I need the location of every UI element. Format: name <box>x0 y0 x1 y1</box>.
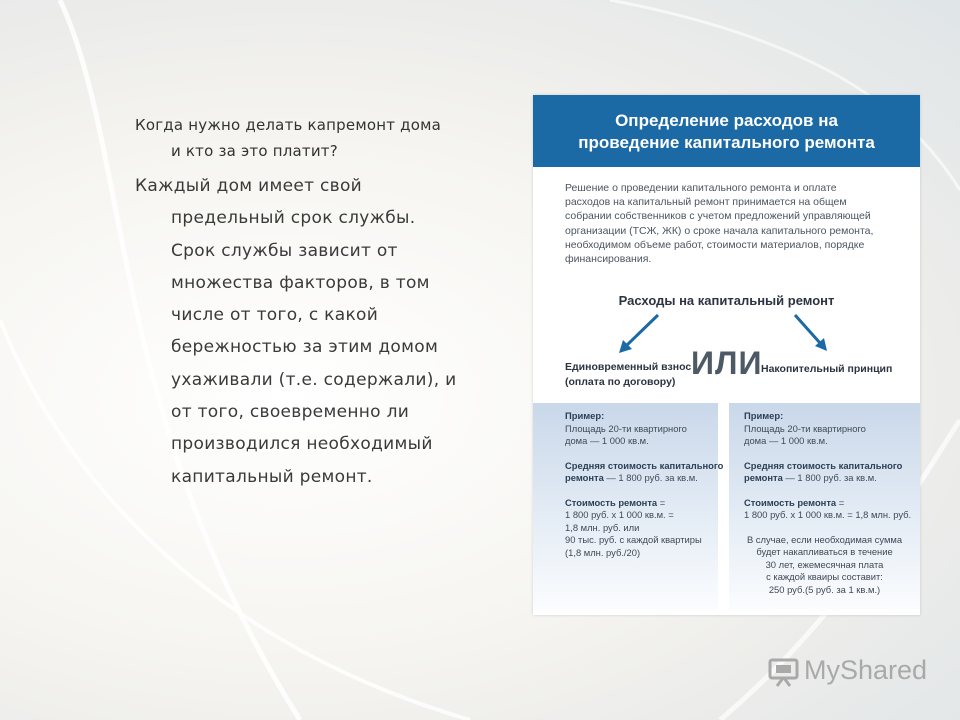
left-avg-line-bold: ремонта <box>565 472 604 483</box>
info-card <box>533 95 920 615</box>
left-cost-line: 1 800 руб. х 1 000 кв.м. = <box>565 509 674 520</box>
right-avg-block <box>744 460 920 485</box>
right-case-line: будет накапливаться в течение <box>756 546 893 557</box>
body-line: множества факторов, в том <box>171 272 430 293</box>
option-left-line-1: Единовременный взнос <box>565 361 692 373</box>
option-accumulative: Накопительный принцип <box>761 363 893 375</box>
right-cost-block <box>744 497 920 522</box>
left-example-column <box>533 403 724 610</box>
body-line: Каждый дом имеет свой <box>135 176 363 196</box>
body-line: числе от того, с какой <box>171 305 379 326</box>
body-line: Срок службы зависит от <box>171 240 398 261</box>
body-line: ухаживали (т.е. содержали), и <box>171 369 457 390</box>
arrow-left-icon <box>619 315 658 353</box>
presentation-board-icon <box>768 657 800 687</box>
left-cost-line: (1,8 млн. руб./20) <box>565 546 641 558</box>
right-cost-suffix: = <box>836 496 845 508</box>
option-left-line-2: (оплата по договору) <box>565 376 676 388</box>
left-cost-line: 90 тыс. руб. с каждой квартиры <box>565 534 702 545</box>
right-avg-line-bold: ремонта <box>744 472 783 483</box>
arrow-right-icon <box>795 315 827 351</box>
left-example-line: Площадь 20-ти квартирного <box>565 422 687 434</box>
body-line: производился необходимый <box>171 434 433 455</box>
right-cost-line: 1 800 руб. х 1 000 кв.м. = 1,8 млн. руб. <box>744 509 912 520</box>
body-line: бережностью за этим домом <box>171 337 439 358</box>
right-example-column <box>729 403 920 610</box>
left-example-line: дома — 1 000 кв.м. <box>565 435 649 446</box>
slide-body <box>135 170 495 493</box>
right-example-label: Пример: <box>744 410 784 421</box>
right-case-line: 250 руб.(5 руб. за 1 кв.м.) <box>768 583 881 595</box>
costs-subheading: Расходы на капитальный ремонт <box>618 293 835 308</box>
left-avg-label: Средняя стоимость капитального <box>565 459 724 471</box>
right-avg-label: Средняя стоимость капитального <box>744 459 903 471</box>
body-line: от того, своевременно ли <box>171 402 410 423</box>
right-case-block <box>729 534 920 597</box>
left-cost-line: 1,8 млн. руб. или <box>565 521 640 533</box>
card-header <box>533 95 920 167</box>
card-intro <box>565 181 905 266</box>
option-or: ИЛИ <box>691 345 763 381</box>
option-lump-sum <box>565 360 691 390</box>
left-cost-label: Стоимость ремонта <box>565 496 658 508</box>
right-example-block <box>744 410 920 448</box>
right-cost-label: Стоимость ремонта <box>744 496 837 508</box>
card-header-line-2: проведение капитального ремонта <box>578 133 875 152</box>
body-line: предельный срок службы. <box>171 208 416 229</box>
left-cost-block <box>565 497 718 560</box>
right-example-line: дома — 1 000 кв.м. <box>744 435 828 446</box>
right-case-line: с каждой кваиры составит: <box>766 571 883 582</box>
intro-line: Решение о проведении капитального ремонта и оплате <box>565 182 837 194</box>
right-case-line: В случае, если необходимая сумма <box>746 533 903 545</box>
watermark-brand: MyShared <box>804 655 928 685</box>
left-cost-suffix: = <box>657 496 666 508</box>
intro-line: собрании собственников с учетом предложений управляющей <box>565 210 871 223</box>
title-line-1: Когда нужно делать капремонт дома <box>135 116 441 134</box>
intro-line: необходимом объеме работ, стоимости материалов, порядке <box>565 238 865 251</box>
title-line-2: и кто за это платит? <box>171 142 338 160</box>
intro-line: расходов на капитальный ремонт принимается на общем <box>565 196 847 209</box>
left-avg-line: — 1 800 руб. за кв.м. <box>603 472 698 483</box>
right-avg-line: — 1 800 руб. за кв.м. <box>782 472 877 483</box>
left-example-block <box>565 410 718 448</box>
intro-line: организации (ТСЖ, ЖК) о сроке начала капитального ремонта, <box>565 224 874 237</box>
body-line: капитальный ремонт. <box>171 466 373 487</box>
left-avg-block <box>565 459 724 485</box>
slide-title <box>135 112 515 164</box>
right-example-line: Площадь 20-ти квартирного <box>744 422 866 434</box>
intro-line: финансирования. <box>565 253 652 266</box>
card-header-line-1: Определение расходов на <box>615 111 838 130</box>
left-example-label: Пример: <box>565 410 605 421</box>
right-case-line: 30 лет, ежемесячная плата <box>765 558 884 570</box>
